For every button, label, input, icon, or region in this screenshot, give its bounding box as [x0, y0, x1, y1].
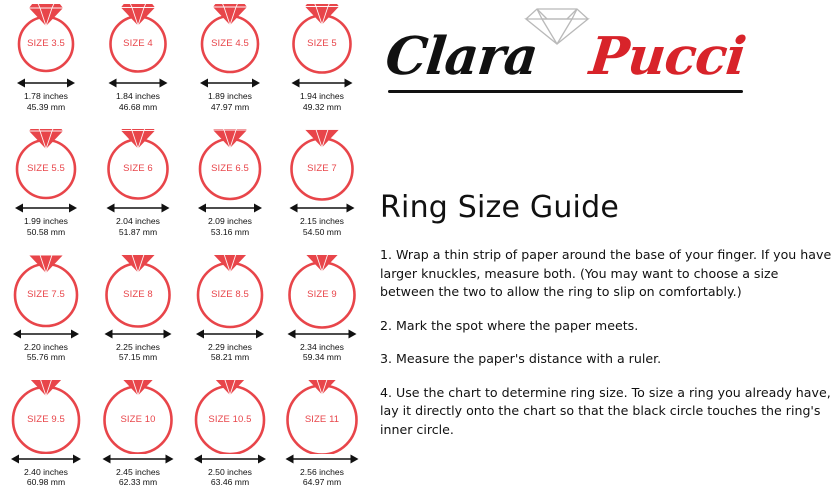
diameter-arrow [189, 328, 271, 341]
instruction-list [380, 246, 832, 454]
ring-size-label: SIZE 9.5 [27, 413, 65, 425]
ring-millimeters: 46.68 mm [118, 101, 158, 112]
ring-illustration [97, 4, 179, 78]
ring-inches: 2.34 inches [300, 341, 344, 352]
ring-size-chart [0, 0, 368, 501]
ring-size-cell [92, 0, 184, 125]
ring-illustration [189, 255, 271, 329]
diameter-arrow [5, 453, 87, 466]
ring-millimeters: 45.39 mm [26, 101, 66, 112]
ring-inches: 2.09 inches [208, 216, 252, 227]
instruction-step: 4. Use the chart to determine ring size. To size a ring you already have, lay it directly onto the chart so that the black circle touches the ring's inner circle. [380, 384, 831, 437]
ring-size-label: SIZE 6.5 [211, 163, 249, 175]
brand-logo [380, 4, 780, 104]
ring-millimeters: 57.15 mm [118, 352, 158, 363]
ring-size-cell [276, 0, 368, 125]
ring-measurements [116, 91, 160, 112]
ring-millimeters: 64.97 mm [302, 477, 342, 488]
ring-size-label: SIZE 3.5 [27, 38, 65, 49]
ring-illustration [97, 129, 179, 203]
ring-inches: 2.50 inches [208, 466, 252, 477]
ring-measurements [300, 91, 344, 112]
ring-size-cell [92, 125, 184, 250]
ring-measurements [208, 342, 252, 363]
ring-illustration [5, 380, 87, 454]
instruction-step: 2. Mark the spot where the paper meets. [380, 317, 639, 333]
ring-millimeters: 59.34 mm [302, 352, 342, 363]
ring-illustration [189, 380, 271, 454]
ring-illustration [97, 380, 179, 454]
ring-inches: 1.94 inches [300, 91, 344, 101]
ring-measurements [208, 467, 252, 488]
ring-illustration [281, 4, 363, 78]
ring-illustration [5, 4, 87, 78]
ring-millimeters: 50.58 mm [26, 226, 66, 237]
ring-measurements [300, 342, 344, 363]
ring-millimeters: 62.33 mm [118, 477, 158, 488]
ring-inches: 1.78 inches [24, 91, 68, 101]
ring-size-label: SIZE 10.5 [208, 413, 252, 425]
ring-millimeters: 55.76 mm [26, 352, 66, 363]
ring-size-label: SIZE 5.5 [27, 163, 65, 175]
ring-illustration [97, 255, 179, 329]
ring-size-cell [184, 0, 276, 125]
ring-measurements [116, 216, 160, 237]
ring-size-label: SIZE 6 [123, 163, 153, 175]
ring-millimeters: 58.21 mm [210, 352, 250, 363]
ring-size-cell [276, 251, 368, 376]
ring-measurements [116, 342, 160, 363]
ring-inches: 1.89 inches [208, 91, 252, 101]
diameter-arrow [97, 202, 179, 215]
diameter-arrow [5, 328, 87, 341]
ring-size-label: SIZE 7 [307, 163, 337, 175]
guide-panel [372, 0, 839, 501]
instruction-step: 3. Measure the paper's distance with a ruler. [380, 351, 662, 366]
ring-size-cell [0, 376, 92, 501]
diameter-arrow [281, 453, 363, 466]
ring-measurements [24, 216, 68, 237]
brand-underline [388, 90, 743, 93]
diameter-arrow [97, 328, 179, 341]
ring-measurements [116, 467, 160, 488]
ring-inches: 2.04 inches [116, 216, 160, 227]
ring-measurements [24, 467, 68, 488]
ring-illustration [5, 255, 87, 329]
ring-millimeters: 53.16 mm [210, 226, 250, 237]
ring-illustration [281, 129, 363, 203]
ring-measurements [208, 216, 252, 237]
ring-size-cell [276, 125, 368, 250]
ring-inches: 2.20 inches [24, 341, 68, 352]
ring-inches: 2.45 inches [116, 466, 160, 477]
ring-size-cell [184, 125, 276, 250]
ring-measurements [300, 467, 344, 488]
brand-name-second: Pucci [586, 26, 749, 87]
ring-inches: 2.25 inches [116, 341, 160, 352]
ring-inches: 1.99 inches [24, 216, 68, 227]
ring-size-label: SIZE 4 [123, 38, 153, 49]
ring-inches: 2.56 inches [300, 466, 344, 477]
ring-millimeters: 54.50 mm [302, 226, 342, 237]
ring-inches: 2.29 inches [208, 341, 252, 352]
ring-illustration [189, 129, 271, 203]
ring-size-label: SIZE 11 [304, 413, 340, 425]
diameter-arrow [97, 77, 179, 90]
ring-size-label: SIZE 9 [307, 288, 337, 300]
ring-illustration [281, 255, 363, 329]
ring-inches: 2.40 inches [24, 466, 68, 477]
ring-millimeters: 47.97 mm [210, 101, 250, 112]
ring-illustration [189, 4, 271, 78]
ring-size-label: SIZE 10 [120, 413, 156, 425]
ring-size-cell [184, 251, 276, 376]
ring-size-label: SIZE 8 [123, 288, 153, 300]
diameter-arrow [5, 77, 87, 90]
ring-measurements [300, 216, 344, 237]
ring-size-cell [276, 376, 368, 501]
diameter-arrow [281, 77, 363, 90]
ring-size-cell [0, 251, 92, 376]
ring-illustration [5, 129, 87, 203]
page-title: Ring Size Guide [380, 190, 619, 225]
ring-illustration [281, 380, 363, 454]
ring-size-cell [92, 251, 184, 376]
ring-measurements [24, 91, 68, 112]
ring-inches: 1.84 inches [116, 91, 160, 101]
ring-measurements [24, 342, 68, 363]
ring-size-cell [184, 376, 276, 501]
ring-size-label: SIZE 7.5 [27, 288, 65, 300]
ring-measurements [208, 91, 252, 112]
ring-size-label: SIZE 4.5 [211, 38, 249, 49]
ring-millimeters: 51.87 mm [118, 226, 158, 237]
diameter-arrow [281, 202, 363, 215]
brand-name-first: Clara [382, 26, 541, 87]
ring-inches: 2.15 inches [300, 216, 344, 227]
diameter-arrow [281, 328, 363, 341]
ring-millimeters: 49.32 mm [302, 101, 342, 112]
ring-size-cell [92, 376, 184, 501]
ring-size-label: SIZE 5 [307, 38, 337, 49]
ring-size-cell [0, 125, 92, 250]
diameter-arrow [189, 202, 271, 215]
diameter-arrow [189, 453, 271, 466]
diameter-arrow [5, 202, 87, 215]
ring-size-cell [0, 0, 92, 125]
ring-millimeters: 63.46 mm [210, 477, 250, 488]
diameter-arrow [189, 77, 271, 90]
diameter-arrow [97, 453, 179, 466]
ring-millimeters: 60.98 mm [26, 477, 66, 488]
ring-size-label: SIZE 8.5 [211, 288, 249, 300]
instruction-step: 1. Wrap a thin strip of paper around the base of your finger. If you have larger knuckles, measure both. (You may want to choose a size between the two to allow the ring to slip on comfortably.) [380, 247, 832, 299]
